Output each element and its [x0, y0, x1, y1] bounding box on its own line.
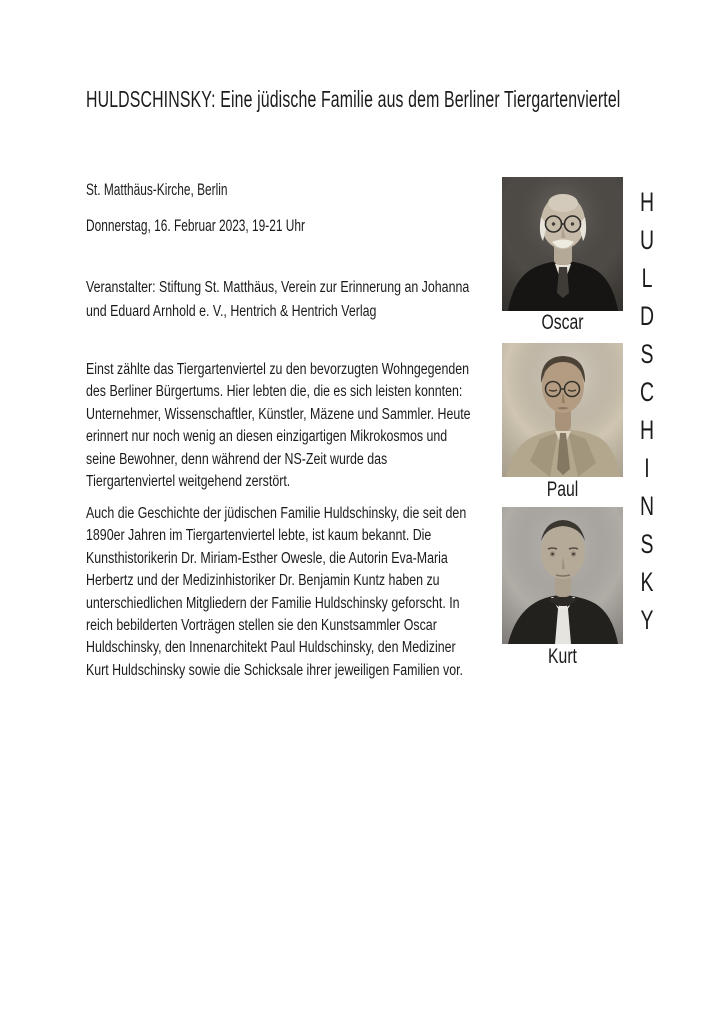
vertical-letter: H — [639, 415, 655, 445]
portrait-photo-oscar — [502, 177, 623, 311]
paragraph-line: reich bebilderten Vorträgen stellen sie den Kunstsammler Oscar — [86, 617, 437, 635]
paragraph-line: Unternehmer, Wissenschaftler, Künstler, Mäzene und Sammler. Heute — [86, 405, 471, 423]
event-datetime: Donnerstag, 16. Februar 2023, 19-21 Uhr — [86, 216, 305, 235]
vertical-letter: H — [639, 187, 655, 217]
intro-paragraph — [86, 359, 471, 493]
vertical-letter: C — [639, 377, 655, 407]
paragraph-line: erinnert nur noch wenig an diesen einzigartigen Mikrokosmos und — [86, 428, 448, 446]
vertical-letter: L — [641, 263, 653, 293]
paragraph-line: 1890er Jahren im Tiergartenviertel lebte, ist kaum bekannt. Die — [86, 527, 432, 545]
oscar-portrait-illustration — [502, 177, 623, 311]
vertical-letter: D — [639, 301, 655, 331]
portrait-label-oscar: Oscar — [541, 311, 584, 334]
vertical-letter: I — [644, 453, 650, 483]
kurt-portrait-illustration — [502, 507, 623, 644]
vertical-letter: S — [640, 339, 654, 369]
event-venue: St. Matthäus-Kirche, Berlin — [86, 180, 228, 199]
portrait-label-kurt: Kurt — [548, 645, 577, 668]
vertical-letter: K — [640, 567, 654, 597]
portrait-photo-paul — [502, 343, 623, 477]
paragraph-line: Kunsthistorikerin Dr. Miriam-Esther Owesle, die Autorin Eva-Maria — [86, 549, 448, 567]
paragraph-line: Auch die Geschichte der jüdischen Familie Huldschinsky, die seit den — [86, 505, 467, 522]
paragraph-line: Einst zählte das Tiergartenviertel zu den bevorzugten Wohngegenden — [86, 361, 470, 378]
paragraph-line: Herbertz und der Medizinhistoriker Dr. Benjamin Kuntz haben zu — [86, 572, 440, 590]
vertical-letter: N — [639, 491, 655, 521]
vertical-letter: S — [640, 529, 654, 559]
organizer-line: Veranstalter: Stiftung St. Matthäus, Verein zur Erinnerung an Johanna — [86, 279, 470, 296]
paragraph-line: Huldschinsky, den Innenarchitekt Paul Huldschinsky, den Mediziner — [86, 639, 456, 657]
portrait-photo-kurt — [502, 507, 623, 644]
vertical-letter: Y — [640, 605, 654, 635]
paragraph-line: Kurt Huldschinsky sowie die Schicksale ihrer jeweiligen Familien vor. — [86, 661, 463, 679]
paragraph-line: Tiergartenviertel weitgehend zerstört. — [86, 473, 291, 491]
paragraph-line: seine Bewohner, denn während der NS-Zeit wurde das — [86, 450, 388, 468]
vertical-family-name — [630, 183, 663, 639]
vertical-letter: U — [639, 225, 655, 255]
page-title: HULDSCHINSKY: Eine jüdische Familie aus dem Berliner Tiergartenviertel — [86, 86, 621, 112]
event-organizer — [86, 276, 469, 324]
organizer-line: und Eduard Arnhold e. V., Hentrich & Hentrich Verlag — [86, 303, 377, 320]
paul-portrait-illustration — [502, 343, 623, 477]
family-history-paragraph — [86, 503, 466, 682]
portrait-label-paul: Paul — [546, 478, 579, 501]
paragraph-line: unterschiedlichen Mitgliedern der Familie Huldschinsky geforscht. In — [86, 594, 460, 612]
paragraph-line: des Berliner Bürgertums. Hier lebten die, die es sich leisten konnten: — [86, 383, 463, 401]
